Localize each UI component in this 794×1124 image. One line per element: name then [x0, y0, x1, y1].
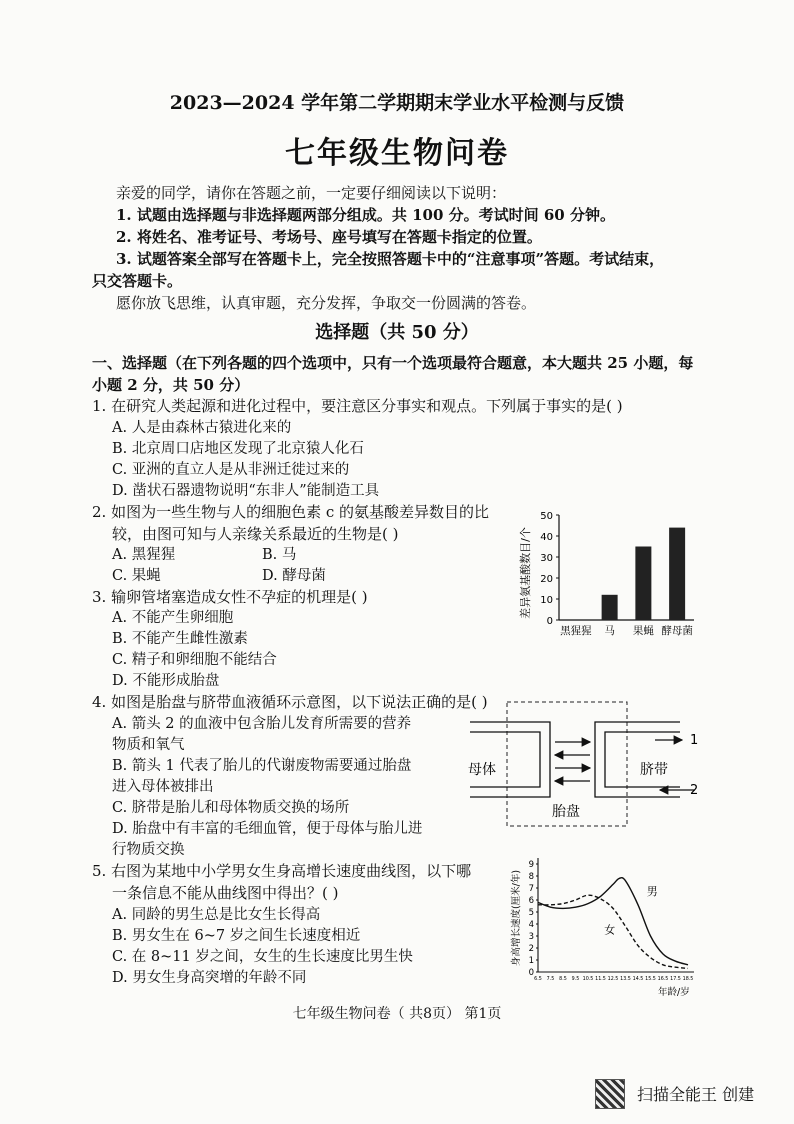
q1-stem: 1. 在研究人类起源和进化过程中，要注意区分事实和观点。下列属于事实的是( ): [92, 397, 623, 415]
line-y-tick-label: 0: [528, 968, 534, 978]
section-title: 选择题（共 50 分）: [315, 322, 479, 343]
q1-option-c: C. 亚洲的直立人是从非洲迁徙过来的: [112, 462, 350, 478]
q5-option-d: D. 男女生身高突增的年龄不同: [112, 970, 307, 986]
line-x-tick-label: 6.5: [534, 977, 542, 982]
line-x-tick-label: 17.5: [670, 977, 681, 982]
line-y-tick-label: 8: [528, 872, 534, 882]
line-x-tick-label: 12.5: [607, 977, 619, 982]
growth-rate-line-chart: [508, 848, 704, 998]
line-y-tick-label: 5: [528, 908, 534, 918]
line-x-tick-label: 18.5: [682, 977, 694, 982]
line-x-tick-label: 10.5: [582, 977, 594, 982]
line-x-tick-label: 9.5: [571, 977, 580, 982]
q5-option-c: C. 在 8~11 岁之间，女生的生长速度比男生快: [112, 949, 413, 965]
q2-stem: 2. 如图为一些生物与人的细胞色素 c 的氨基酸差异数目的比: [92, 503, 490, 521]
q4-option-d: D. 胎盘中有丰富的毛细血管，便于母体与胎儿进: [112, 821, 423, 837]
amino-acid-bar-chart: [515, 505, 705, 645]
q1-option-d: D. 凿状石器遗物说明“东非人”能制造工具: [112, 483, 380, 499]
arrow-1-label: 1: [690, 733, 699, 748]
q4-option-a-cont: 物质和氧气: [112, 737, 185, 753]
scanner-logo: [595, 1079, 625, 1109]
mother-vessel: [470, 722, 550, 797]
page-title: 七年级生物问卷: [285, 136, 509, 171]
line-x-tick-label: 8.5: [559, 977, 567, 982]
cord-label: 脐带: [640, 762, 668, 778]
bar-y-tick-label: 40: [540, 532, 553, 543]
bar-chart-ylabel: 差异氨基酸数目/个: [519, 527, 532, 619]
q2-option-a: A. 黑猩猩: [112, 547, 176, 563]
q5-option-a: A. 同龄的男生总是比女生长得高: [112, 907, 321, 923]
line-y-tick-label: 6: [528, 896, 534, 906]
fetal-vessel: [595, 722, 680, 797]
line-x-tick-label: 16.5: [657, 977, 669, 982]
instructions-item-2: 2. 将姓名、准考证号、考场号、座号填写在答题卡指定的位置。: [116, 228, 542, 246]
bar-category-label: 马: [604, 625, 615, 637]
q1-option-a: A. 人是由森林古猿进化来的: [112, 420, 292, 436]
line-legend-male: 男: [646, 885, 658, 899]
instructions-closing: 愿你放飞思维，认真审题，充分发挥，争取交一份圆满的答卷。: [116, 294, 537, 312]
instructions-item-3-cont: 只交答题卡。: [92, 272, 183, 290]
placenta-label: 胎盘: [552, 804, 580, 820]
q3-option-c: C. 精子和卵细胞不能结合: [112, 652, 277, 668]
q2-stem-cont: 较，由图可知与人亲缘关系最近的生物是( ): [112, 525, 399, 543]
q5-option-b: B. 男女生在 6~7 岁之间生长速度相近: [112, 928, 361, 944]
placenta-circulation-diagram: [450, 692, 720, 832]
line-y-tick-label: 2: [528, 944, 534, 954]
instructions-item-3: 3. 试题答案全部写在答题卡上，完全按照答题卡中的“注意事项”答题。考试结束，: [116, 250, 665, 268]
line-y-tick-label: 1: [528, 956, 534, 966]
bar-mark: [669, 528, 685, 620]
bar-mark: [635, 547, 651, 621]
bar-y-tick-label: 0: [546, 616, 553, 627]
bar-y-tick-label: 50: [540, 511, 553, 522]
mother-label: 母体: [468, 762, 496, 778]
q3-stem: 3. 输卵管堵塞造成女性不孕症的机理是( ): [92, 588, 368, 606]
q3-option-d: D. 不能形成胎盘: [112, 673, 220, 689]
q1-option-b: B. 北京周口店地区发现了北京猿人化石: [112, 441, 364, 457]
line-y-tick-label: 7: [528, 884, 534, 894]
q3-option-a: A. 不能产生卵细胞: [112, 610, 234, 626]
line-series-male: [538, 878, 688, 965]
line-x-tick-label: 7.5: [546, 977, 555, 982]
bar-y-tick-label: 30: [540, 553, 553, 564]
line-legend-female: 女: [604, 923, 616, 937]
line-y-tick-label: 4: [528, 920, 534, 930]
line-x-tick-label: 15.5: [645, 977, 656, 982]
page-footer: 七年级生物问卷（ 共8页） 第1页: [292, 1006, 502, 1022]
line-x-tick-label: 13.5: [620, 977, 631, 982]
exchange-arrows: [555, 742, 590, 781]
instructions-item-1: 1. 试题由选择题与非选择题两部分组成。共 100 分。考试时间 60 分钟。: [116, 206, 615, 224]
q4-option-b: B. 箭头 1 代表了胎儿的代谢废物需要通过胎盘: [112, 758, 412, 774]
bar-y-tick-label: 10: [540, 595, 553, 606]
q4-stem: 4. 如图是胎盘与脐带血液循环示意图，以下说法正确的是( ): [92, 693, 488, 711]
q4-option-d-cont: 行物质交换: [112, 842, 185, 858]
q4-option-c: C. 脐带是胎儿和母体物质交换的场所: [112, 800, 350, 816]
scanner-watermark: 扫描全能王 创建: [637, 1085, 755, 1104]
line-x-tick-label: 11.5: [595, 977, 606, 982]
q2-option-c: C. 果蝇: [112, 568, 161, 584]
section-intro: 一、选择题（在下列各题的四个选项中，只有一个选项最符合题意，本大题共 25 小题，每: [92, 354, 694, 372]
q5-stem-cont: 一条信息不能从曲线图中得出？( ): [112, 884, 339, 902]
arrow-2-label: 2: [690, 783, 699, 798]
line-chart-ylabel: 身高增长速度(厘米/年): [511, 869, 522, 967]
q2-option-b: B. 马: [262, 547, 297, 563]
q4-option-a: A. 箭头 2 的血液中包含胎儿发育所需要的营养: [112, 716, 412, 732]
q3-option-b: B. 不能产生雌性激素: [112, 631, 248, 647]
exam-header-title: 2023—2024 学年第二学期期末学业水平检测与反馈: [169, 92, 625, 114]
bar-y-tick-label: 20: [540, 574, 553, 585]
bar-mark: [602, 595, 618, 620]
instructions-greeting: 亲爱的同学，请你在答题之前，一定要仔细阅读以下说明：: [116, 184, 507, 202]
q4-option-b-cont: 进入母体被排出: [112, 779, 214, 795]
line-chart-xlabel: 年龄/岁: [658, 987, 690, 998]
bar-category-label: 酵母菌: [661, 625, 693, 637]
section-intro-cont: 小题 2 分，共 50 分）: [92, 376, 250, 394]
line-y-tick-label: 3: [528, 932, 534, 942]
bar-category-label: 黑猩猩: [560, 625, 592, 637]
bar-category-label: 果蝇: [632, 625, 654, 637]
q5-stem: 5. 右图为某地中小学男女生身高增长速度曲线图，以下哪: [92, 862, 472, 880]
line-y-tick-label: 9: [528, 860, 534, 870]
line-x-tick-label: 14.5: [632, 977, 644, 982]
q2-option-d: D. 酵母菌: [262, 568, 326, 584]
